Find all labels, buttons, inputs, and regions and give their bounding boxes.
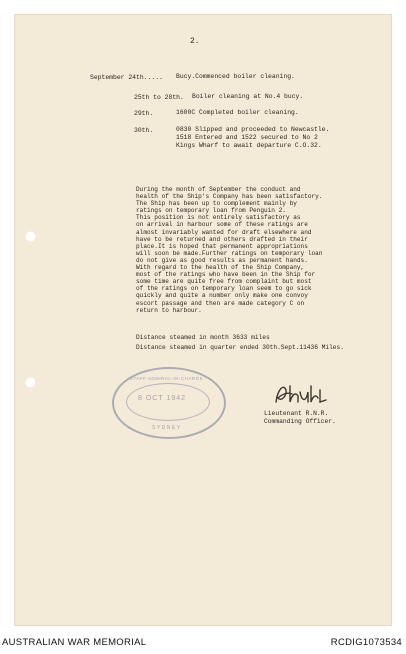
log-entry: Bucy.Commenced boiler cleaning. xyxy=(176,73,295,80)
report-line: quickly and quite a number only make one convoy xyxy=(136,292,308,300)
report-line: This position is not entirely satisfactory as xyxy=(136,214,301,222)
report-line: return to harbour. xyxy=(136,306,202,314)
log-entry: Boiler cleaning at No.4 bucy. xyxy=(192,93,304,100)
report-line: almost invariably wanted for draft elsewhere and xyxy=(136,228,312,236)
log-entry: Kings Wharf to await departure C.O.32. xyxy=(176,142,322,149)
signature-block xyxy=(264,410,336,426)
handwritten-signature xyxy=(272,380,332,408)
report-line: During the month of September the conduct and xyxy=(136,186,301,193)
page-number: 2. xyxy=(190,37,200,46)
stamp-bottom-text: SYDNEY xyxy=(152,425,182,431)
report-line: will soon be made.Further ratings on temporary loan xyxy=(136,249,323,257)
report-line: some time are quite free from complaint but most xyxy=(136,278,312,286)
report-line: With regard to the health of the Ship Company, xyxy=(136,264,305,272)
document-page xyxy=(14,14,392,626)
report-line: have to be returned and others drafted in their xyxy=(136,235,308,243)
signatory-title: Commanding Officer. xyxy=(264,418,336,425)
report-line: The Ship has been up to complement mainly by xyxy=(136,200,297,208)
stamp-date: 8 OCT 1942 xyxy=(138,395,187,402)
report-line: ratings on temporary loan from Penguin 2. xyxy=(136,207,286,215)
punch-hole xyxy=(25,377,36,388)
stamp-inner-ring xyxy=(126,383,210,421)
footer-id: RCDIG1073534 xyxy=(330,637,402,648)
distance-quarter: Distance steamed in quarter ended 30th.Sept.11436 Miles. xyxy=(136,344,344,351)
report-line: of the ratings on temporary loan seem to go sick xyxy=(136,285,312,293)
log-entry: 0830 Slipped and proceeded to Newcastle. xyxy=(176,126,330,133)
report-line: escort passage and then are made category C on xyxy=(136,299,305,307)
punch-hole xyxy=(25,231,36,242)
report-line: do not give as good results as permanent hands. xyxy=(136,256,308,264)
log-entry: 1600C Completed boiler cleaning. xyxy=(176,109,299,116)
stamp-top-text: STAFF ADMIRAL-IN-CHARGE xyxy=(130,376,204,381)
log-date: 30th. xyxy=(134,127,154,134)
log-entry: 1518 Entered and 1522 secured to No 2 xyxy=(176,134,318,141)
receipt-stamp xyxy=(112,367,226,439)
log-date: 25th to 28th. xyxy=(134,94,184,101)
report-line: health of the Ship's Company has been satisfactory. xyxy=(136,193,323,201)
report-paragraph xyxy=(136,186,404,314)
report-line: most of the ratings who have been in the Ship for xyxy=(136,271,316,279)
log-date: 29th. xyxy=(134,110,154,117)
footer-source: AUSTRALIAN WAR MEMORIAL xyxy=(2,637,147,648)
log-date: September 24th..... xyxy=(90,74,163,81)
signatory-rank: Lieutenant R.N.R. xyxy=(264,410,329,417)
report-line: on arrival in harbour some of these ratings are xyxy=(136,221,308,229)
report-line: place.It is hoped that permanent appropriations xyxy=(136,242,308,250)
distance-month: Distance steamed in month 3633 miles xyxy=(136,334,270,341)
